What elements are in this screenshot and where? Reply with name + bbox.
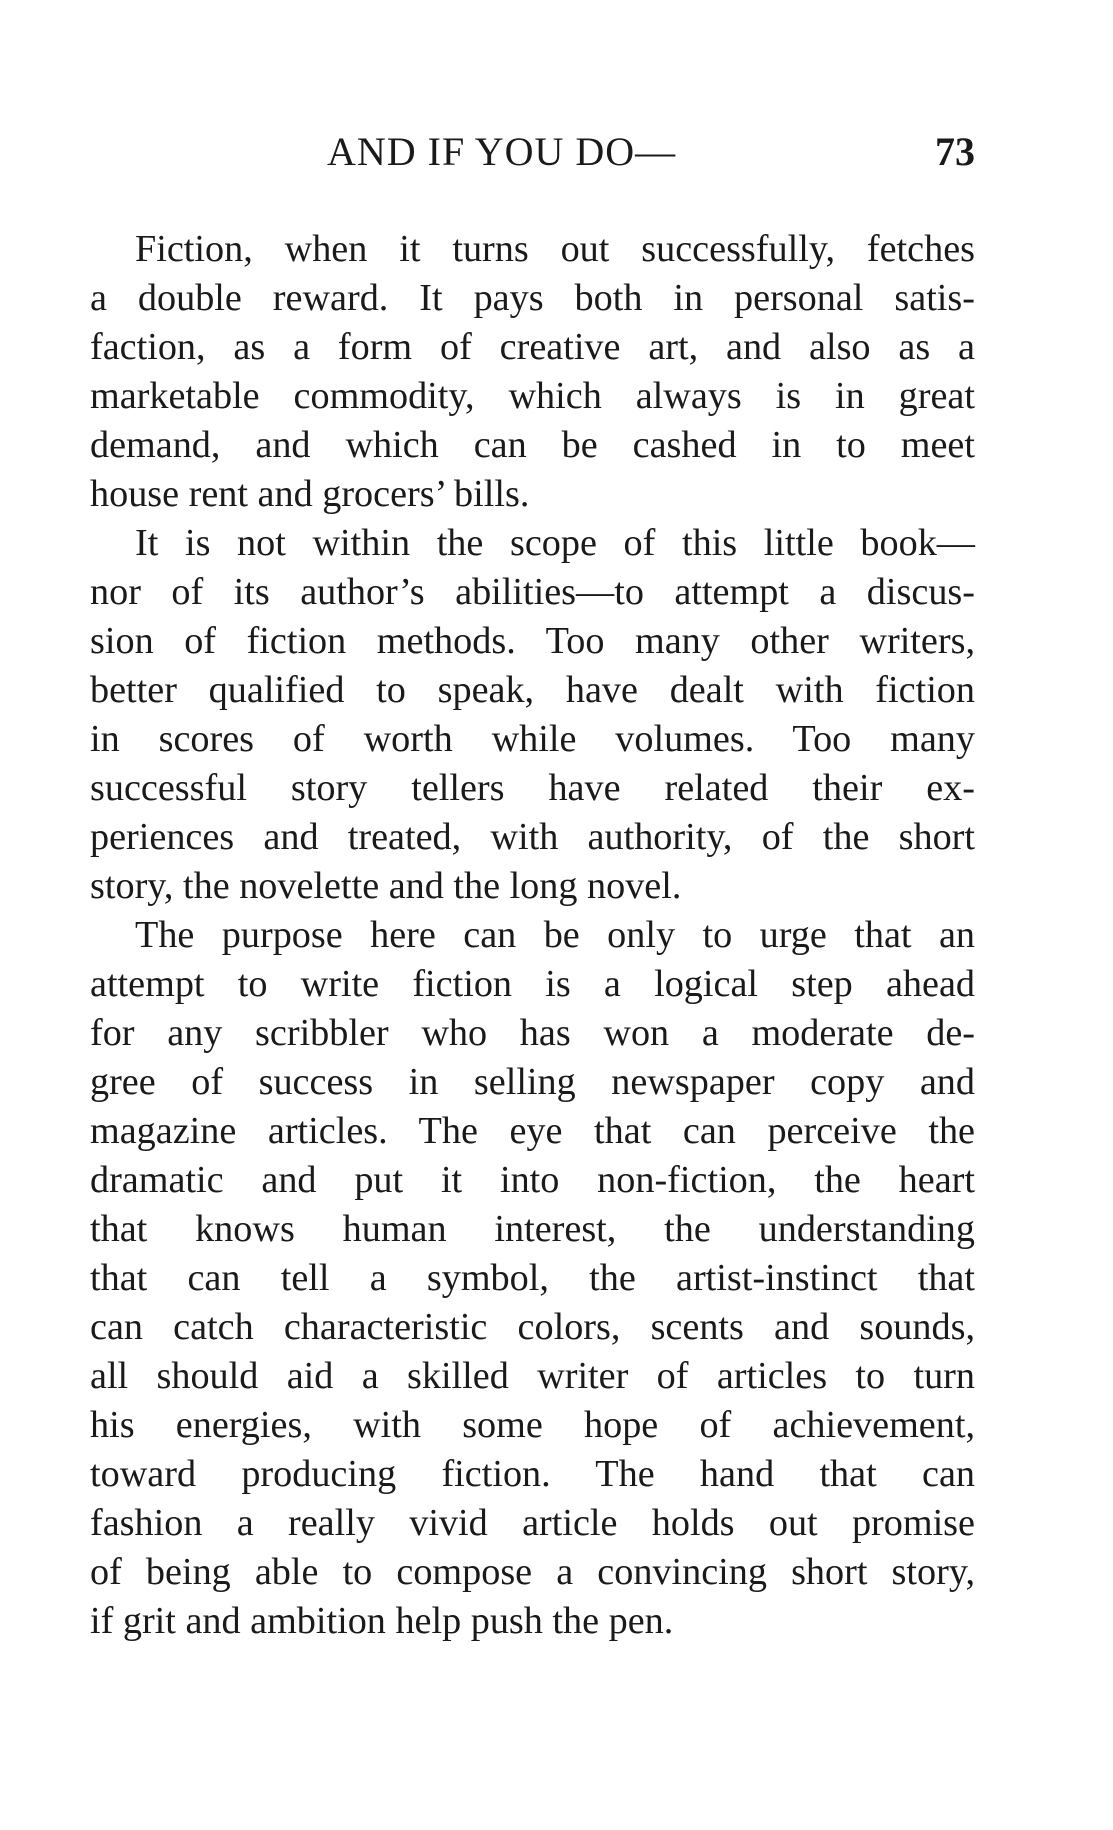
text-line: periences and treated, with authority, of the short [90, 816, 975, 858]
text-line: The purpose here can be only to urge that an [135, 914, 975, 956]
running-title: AND IF YOU DO— [327, 129, 677, 174]
text-line: It is not within the scope of this little book— [135, 522, 975, 564]
text-line: in scores of worth while volumes. Too many [90, 718, 975, 760]
text-line: if grit and ambition help push the pen. [90, 1600, 674, 1642]
text-line: successful story tellers have related their ex- [90, 767, 975, 809]
page-header [90, 128, 975, 188]
text-line: toward producing fiction. The hand that can [90, 1453, 975, 1495]
text-line: that can tell a symbol, the artist-instinct that [90, 1257, 975, 1299]
text-line: nor of its author’s abilities—to attempt a discus- [90, 571, 975, 613]
paragraph-3 [90, 911, 975, 1646]
text-line: gree of success in selling newspaper copy and [90, 1061, 975, 1103]
text-line: marketable commodity, which always is in great [90, 375, 975, 417]
text-line: attempt to write fiction is a logical step ahead [90, 963, 975, 1005]
text-line: fashion a really vivid article holds out promise [90, 1502, 975, 1544]
text-line: demand, and which can be cashed in to meet [90, 424, 975, 466]
text-line: for any scribbler who has won a moderate de- [90, 1012, 975, 1054]
text-line: that knows human interest, the understanding [90, 1208, 975, 1250]
text-line: magazine articles. The eye that can perceive the [90, 1110, 975, 1152]
text-line: house rent and grocers’ bills. [90, 473, 530, 515]
text-line: sion of fiction methods. Too many other writers, [90, 620, 975, 662]
text-line: all should aid a skilled writer of articles to turn [90, 1355, 975, 1397]
text-line: better qualified to speak, have dealt with fiction [90, 669, 975, 711]
text-line: story, the novelette and the long novel. [90, 865, 682, 907]
paragraph-1 [90, 225, 975, 519]
text-line: dramatic and put it into non-fiction, the heart [90, 1159, 975, 1201]
text-line: can catch characteristic colors, scents and sounds, [90, 1306, 975, 1348]
body-text [90, 225, 975, 1646]
text-line: a double reward. It pays both in personal satis- [90, 277, 975, 319]
paragraph-2 [90, 519, 975, 911]
text-line: of being able to compose a convincing short story, [90, 1551, 975, 1593]
text-line: his energies, with some hope of achievement, [90, 1404, 975, 1446]
text-line: Fiction, when it turns out successfully, fetches [135, 228, 975, 270]
text-line: faction, as a form of creative art, and also as a [90, 326, 975, 368]
page-number: 73 [935, 129, 975, 174]
